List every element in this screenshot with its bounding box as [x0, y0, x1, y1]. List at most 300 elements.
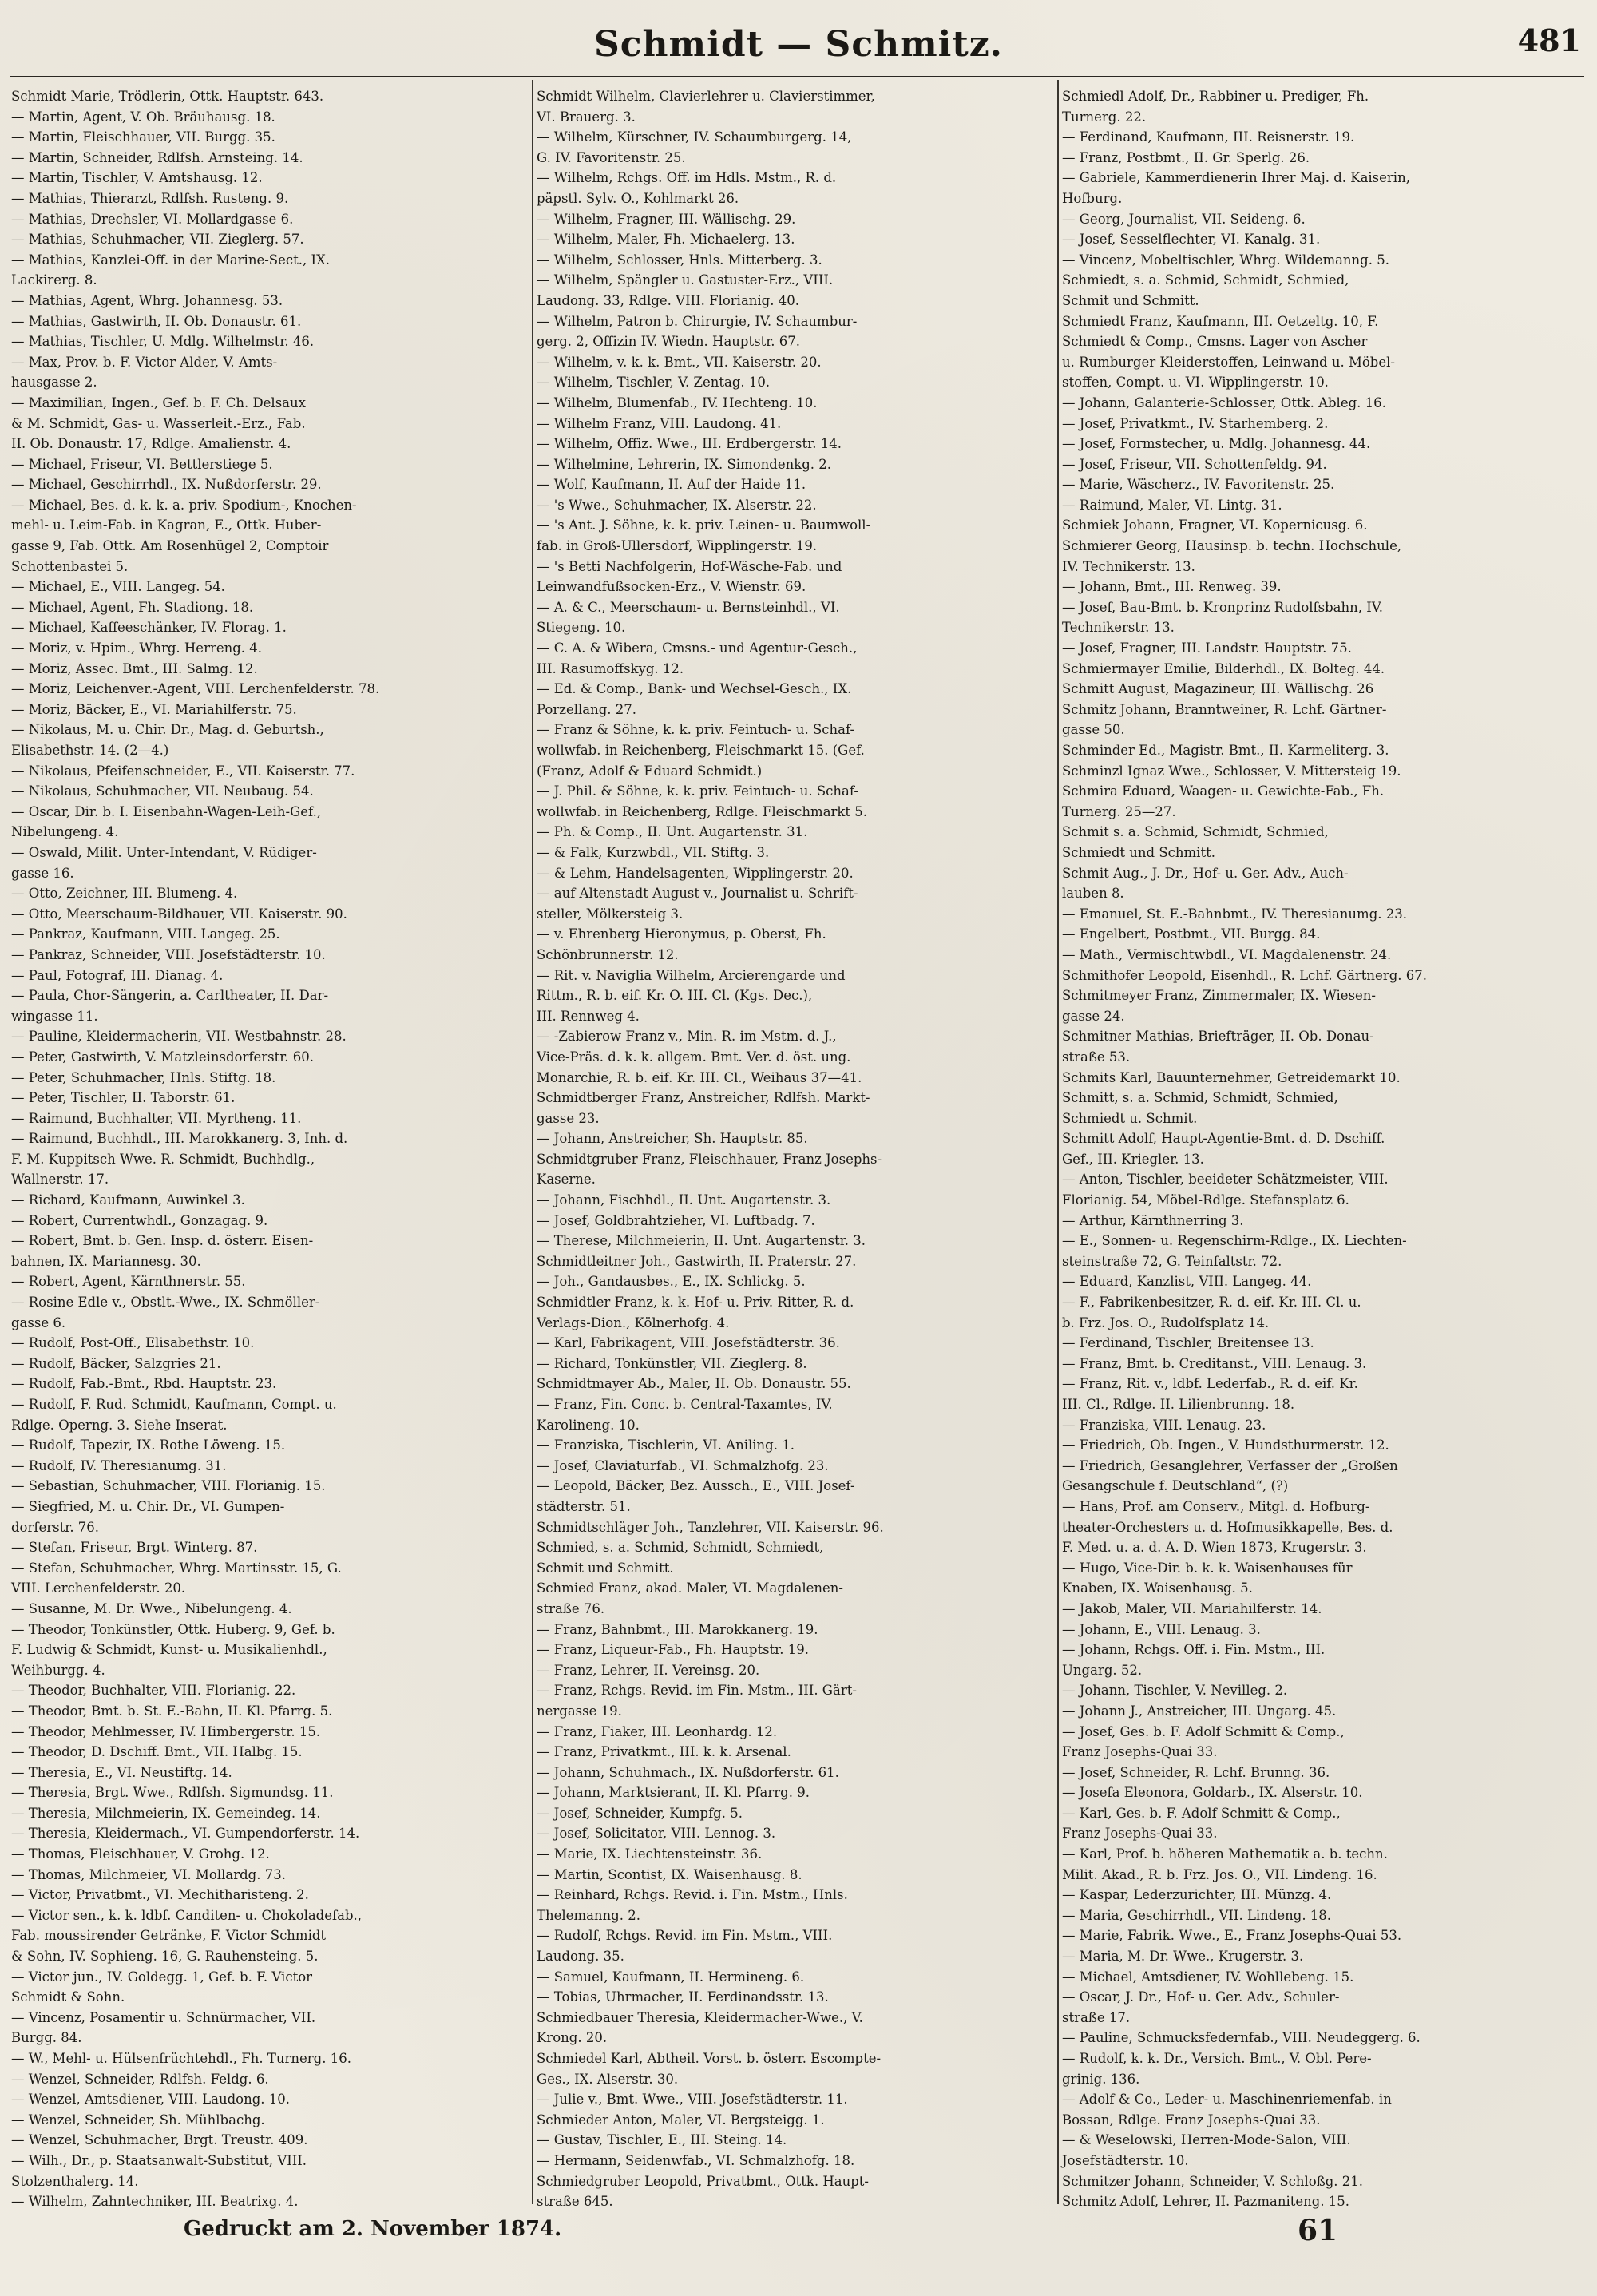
- directory-entry: — Rit. v. Naviglia Wilhelm, Arcierengarde und: [537, 967, 846, 983]
- directory-entry: — Franz, Rchgs. Revid. im Fin. Mstm., III. Gärt-: [537, 1683, 857, 1699]
- directory-entry: — Theresia, E., VI. Neustiftg. 14.: [11, 1764, 232, 1780]
- directory-entry: — Eduard, Kanzlist, VIII. Langeg. 44.: [1062, 1274, 1312, 1290]
- directory-entry: Technikerstr. 13.: [1062, 620, 1175, 636]
- directory-entry: Schmidtmayer Ab., Maler, II. Ob. Donaustr. 55.: [537, 1376, 851, 1392]
- directory-entry: stoffen, Compt. u. VI. Wipplingerstr. 10.: [1062, 375, 1329, 391]
- directory-entry: — Marie, IX. Liechtensteinstr. 36.: [537, 1846, 763, 1862]
- directory-entry: — Oscar, J. Dr., Hof- u. Ger. Adv., Schuler-: [1062, 1989, 1340, 2005]
- directory-entry: — Friedrich, Ob. Ingen., V. Hundsthurmerstr. 12.: [1062, 1437, 1389, 1453]
- directory-entry: — Marie, Fabrik. Wwe., E., Franz Josephs-Quai 53.: [1062, 1928, 1402, 1944]
- directory-entry: Thelemanng. 2.: [537, 1907, 640, 1923]
- directory-entry: — Victor jun., IV. Goldegg. 1, Gef. b. F. Victor: [11, 1969, 313, 1985]
- directory-entry: — Maximilian, Ingen., Gef. b. F. Ch. Delsaux: [11, 395, 306, 410]
- directory-entry: — Raimund, Buchhalter, VII. Myrtheng. 11.: [11, 1110, 302, 1126]
- directory-entry: — Josef, Fragner, III. Landstr. Hauptstr. 75.: [1062, 640, 1352, 656]
- directory-entry: — Johann, E., VIII. Lenaug. 3.: [1062, 1621, 1261, 1637]
- directory-entry: Leinwandfußsocken-Erz., V. Wienstr. 69.: [537, 579, 806, 595]
- directory-entry: Burgg. 84.: [11, 2030, 82, 2046]
- directory-entry: — 's Wwe., Schuhmacher, IX. Alserstr. 22.: [537, 497, 817, 513]
- directory-entry: Elisabethstr. 14. (2—4.): [11, 743, 169, 758]
- directory-entry: Schmiedt u. Schmit.: [1062, 1110, 1198, 1126]
- directory-entry: — Michael, Bes. d. k. k. a. priv. Spodium-, Knochen-: [11, 497, 357, 513]
- directory-entry: — Hans, Prof. am Conserv., Mitgl. d. Hofburg-: [1062, 1498, 1370, 1514]
- directory-entry: gasse 16.: [11, 865, 74, 881]
- directory-entry: Schmied Franz, akad. Maler, VI. Magdalenen-: [537, 1580, 843, 1596]
- directory-entry: Schmiermayer Emilie, Bilderhdl., IX. Bolteg. 44.: [1062, 660, 1385, 676]
- directory-entry: Schmidtgruber Franz, Fleischhauer, Franz Josephs-: [537, 1151, 882, 1167]
- directory-entry: — Robert, Currentwhdl., Gonzagag. 9.: [11, 1212, 268, 1228]
- directory-entry: — Rudolf, Bäcker, Salzgries 21.: [11, 1355, 221, 1371]
- directory-entry: — Gabriele, Kammerdienerin Ihrer Maj. d. Kaiserin,: [1062, 170, 1410, 186]
- directory-entry: G. IV. Favoritenstr. 25.: [537, 149, 686, 165]
- directory-entry: Schmidt Wilhelm, Clavierlehrer u. Clavierstimmer,: [537, 89, 875, 104]
- directory-entry: — Pankraz, Schneider, VIII. Josefstädterstr. 10.: [11, 946, 326, 962]
- directory-entry: Schmit und Schmitt.: [1062, 292, 1199, 308]
- directory-entry: — Joh., Gandausbes., E., IX. Schlickg. 5.: [537, 1274, 806, 1290]
- directory-entry: Schmitzer Johann, Schneider, V. Schloßg. 21.: [1062, 2173, 1364, 2189]
- directory-entry: F. Ludwig & Schmidt, Kunst- u. Musikalienhdl.,: [11, 1642, 327, 1658]
- directory-entry: — Josef, Solicitator, VIII. Lennog. 3.: [537, 1826, 776, 1842]
- directory-entry: — Theresia, Kleidermach., VI. Gumpendorferstr. 14.: [11, 1826, 360, 1842]
- directory-entry: F. Med. u. a. d. A. D. Wien 1873, Krugerstr. 3.: [1062, 1540, 1367, 1556]
- directory-entry: — & Falk, Kurzwbdl., VII. Stiftg. 3.: [537, 844, 770, 860]
- directory-entry: — Wilhelm, Tischler, V. Zentag. 10.: [537, 375, 771, 391]
- directory-entry: — Thomas, Milchmeier, VI. Mollardg. 73.: [11, 1866, 286, 1882]
- directory-entry: — Franz & Söhne, k. k. priv. Feintuch- u. Schaf-: [537, 722, 855, 738]
- directory-entry: bahnen, IX. Mariannesg. 30.: [11, 1253, 201, 1269]
- directory-entry: — Wilhelm, Offiz. Wwe., III. Erdbergerstr. 14.: [537, 436, 842, 452]
- directory-entry: — Wilhelm Franz, VIII. Laudong. 41.: [537, 415, 782, 431]
- directory-entry: — Theodor, Buchhalter, VIII. Florianig. 22.: [11, 1683, 296, 1699]
- directory-entry: — Martin, Schneider, Rdlfsh. Arnsteing. 14.: [11, 149, 303, 165]
- directory-entry: Schmiedbauer Theresia, Kleidermacher-Wwe., V.: [537, 2009, 863, 2025]
- column-middle: [537, 86, 1060, 2210]
- directory-entry: — Wenzel, Schneider, Sh. Mühlbachg.: [11, 2112, 265, 2127]
- directory-entry: Schönbrunnerstr. 12.: [537, 946, 679, 962]
- directory-entry: — Karl, Fabrikagent, VIII. Josefstädterstr. 36.: [537, 1335, 840, 1351]
- directory-entry: gasse 24.: [1062, 1008, 1125, 1024]
- directory-entry: Laudong. 33, Rdlge. VIII. Florianig. 40.: [537, 292, 799, 308]
- directory-entry: — Otto, Meerschaum-Bildhauer, VII. Kaiserstr. 90.: [11, 906, 347, 922]
- directory-entry: & M. Schmidt, Gas- u. Wasserleit.-Erz., Fab.: [11, 415, 306, 431]
- directory-entry: — Franz, Bmt. b. Creditanst., VIII. Lenaug. 3.: [1062, 1355, 1367, 1371]
- directory-entry: — Josef, Schneider, Kumpfg. 5.: [537, 1805, 743, 1821]
- directory-entry: — Johann, Galanterie-Schlosser, Ottk. Ableg. 16.: [1062, 395, 1386, 410]
- directory-entry: — Wilhelmine, Lehrerin, IX. Simondenkg. 2.: [537, 456, 832, 472]
- directory-entry: — Robert, Agent, Kärnthnerstr. 55.: [11, 1274, 246, 1290]
- directory-entry: — E., Sonnen- u. Regenschirm-Rdlge., IX. Liechten-: [1062, 1233, 1407, 1249]
- directory-entry: Laudong. 35.: [537, 1949, 624, 1965]
- directory-entry: nergasse 19.: [537, 1703, 622, 1719]
- directory-entry: — Franz, Fiaker, III. Leonhardg. 12.: [537, 1723, 778, 1739]
- directory-entry: — Wilhelm, Blumenfab., IV. Hechteng. 10.: [537, 395, 818, 410]
- directory-entry: Weihburgg. 4.: [11, 1662, 105, 1678]
- directory-entry: Schmidtler Franz, k. k. Hof- u. Priv. Ritter, R. d.: [537, 1295, 854, 1311]
- directory-entry: — Johann, Tischler, V. Nevilleg. 2.: [1062, 1683, 1288, 1699]
- directory-entry: — Rudolf, IV. Theresianumg. 31.: [11, 1457, 227, 1473]
- directory-entry: — Franziska, VIII. Lenaug. 23.: [1062, 1417, 1266, 1433]
- directory-entry: — Peter, Gastwirth, V. Matzleinsdorferstr. 60.: [11, 1049, 315, 1065]
- directory-entry: — Thomas, Fleischhauer, V. Grohg. 12.: [11, 1846, 270, 1862]
- directory-entry: — Nikolaus, M. u. Chir. Dr., Mag. d. Geburtsh.,: [11, 722, 324, 738]
- directory-entry: — Wilhelm, Spängler u. Gastuster-Erz., VIII.: [537, 272, 834, 288]
- directory-entry: — Raimund, Maler, VI. Lintg. 31.: [1062, 497, 1282, 513]
- directory-entry: Schminder Ed., Magistr. Bmt., II. Karmeliterg. 3.: [1062, 743, 1389, 758]
- directory-entry: — Ferdinand, Tischler, Breitensee 13.: [1062, 1335, 1314, 1351]
- directory-entry: — Franz, Postbmt., II. Gr. Sperlg. 26.: [1062, 149, 1310, 165]
- directory-entry: — Victor sen., k. k. ldbf. Canditen- u. Chokoladefab.,: [11, 1907, 363, 1923]
- directory-entry: — Martin, Agent, V. Ob. Bräuhausg. 18.: [11, 109, 275, 125]
- directory-entry: — Moriz, Bäcker, E., VI. Mariahilferstr. 75.: [11, 701, 297, 717]
- directory-entry: — Arthur, Kärnthnerring 3.: [1062, 1212, 1244, 1228]
- directory-entry: — Wilh., Dr., p. Staatsanwalt-Substitut, VIII.: [11, 2152, 307, 2168]
- directory-entry: Schmithofer Leopold, Eisenhdl., R. Lchf. Gärtnerg. 67.: [1062, 967, 1428, 983]
- directory-entry: — Karl, Ges. b. F. Adolf Schmitt & Comp.,: [1062, 1805, 1341, 1821]
- directory-entry: — Wenzel, Amtsdiener, VIII. Laudong. 10.: [11, 2092, 290, 2108]
- directory-entry: — Engelbert, Postbmt., VII. Burgg. 84.: [1062, 926, 1321, 942]
- directory-entry: — Julie v., Bmt. Wwe., VIII. Josefstädterstr. 11.: [537, 2092, 848, 2108]
- directory-entry: — Josef, Goldbrahtzieher, VI. Luftbadg. 7.: [537, 1212, 815, 1228]
- directory-entry: F. M. Kuppitsch Wwe. R. Schmidt, Buchhdlg.,: [11, 1151, 315, 1167]
- directory-entry: Lackirerg. 8.: [11, 272, 97, 288]
- directory-entry: Franz Josephs-Quai 33.: [1062, 1826, 1218, 1842]
- directory-entry: Turnerg. 22.: [1062, 109, 1147, 125]
- directory-entry: b. Frz. Jos. O., Rudolfsplatz 14.: [1062, 1315, 1270, 1330]
- directory-entry: — Siegfried, M. u. Chir. Dr., VI. Gumpen-: [11, 1498, 285, 1514]
- directory-entry: — Johann, Marktsierant, II. Kl. Pfarrg. 9.: [537, 1785, 810, 1801]
- directory-entry: — Mathias, Thierarzt, Rdlfsh. Rusteng. 9.: [11, 190, 289, 206]
- directory-entry: Franz Josephs-Quai 33.: [1062, 1744, 1218, 1760]
- directory-entry: — Josef, Ges. b. F. Adolf Schmitt & Comp.,: [1062, 1723, 1345, 1739]
- directory-entry: — Wilhelm, v. k. k. Bmt., VII. Kaiserstr. 20.: [537, 354, 822, 370]
- directory-entry: Wallnerstr. 17.: [11, 1172, 109, 1188]
- directory-entry: — Hugo, Vice-Dir. b. k. k. Waisenhauses für: [1062, 1560, 1353, 1576]
- directory-entry: Schmit und Schmitt.: [537, 1560, 674, 1576]
- directory-entry: — Robert, Bmt. b. Gen. Insp. d. österr. Eisen-: [11, 1233, 314, 1249]
- directory-entry: Schmitner Mathias, Briefträger, II. Ob. Donau-: [1062, 1029, 1374, 1045]
- directory-entry: III. Rasumoffskyg. 12.: [537, 660, 684, 676]
- directory-entry: Schmit s. a. Schmid, Schmidt, Schmied,: [1062, 824, 1329, 840]
- directory-entry: Gesangschule f. Deutschland“, (?): [1062, 1478, 1289, 1494]
- directory-entry: — Moriz, Leichenver.-Agent, VIII. Lerchenfelderstr. 78.: [11, 681, 380, 697]
- directory-entry: — Marie, Wäscherz., IV. Favoritenstr. 25.: [1062, 477, 1335, 493]
- directory-entry: Bossan, Rdlge. Franz Josephs-Quai 33.: [1062, 2112, 1321, 2127]
- directory-entry: Schmira Eduard, Waagen- u. Gewichte-Fab., Fh.: [1062, 783, 1385, 799]
- directory-entry: gasse 23.: [537, 1110, 600, 1126]
- directory-entry: — auf Altenstadt August v., Journalist u. Schrift-: [537, 886, 858, 902]
- directory-entry: Schmieder Anton, Maler, VI. Bergsteigg. 1.: [537, 2112, 825, 2127]
- directory-entry: — Maria, M. Dr. Wwe., Krugerstr. 3.: [1062, 1949, 1304, 1965]
- page-number: 481: [1517, 22, 1581, 58]
- directory-entry: — Josef, Sesselflechter, VI. Kanalg. 31.: [1062, 232, 1321, 248]
- directory-entry: — Pankraz, Kaufmann, VIII. Langeg. 25.: [11, 926, 280, 942]
- directory-entry: Schmidtberger Franz, Anstreicher, Rdlfsh. Markt-: [537, 1090, 870, 1106]
- directory-entry: — Otto, Zeichner, III. Blumeng. 4.: [11, 886, 238, 902]
- directory-entry: — Pauline, Kleidermacherin, VII. Westbahnstr. 28.: [11, 1029, 347, 1045]
- directory-entry: — Johann, Anstreicher, Sh. Hauptstr. 85.: [537, 1131, 808, 1147]
- directory-entry: III. Cl., Rdlge. II. Lilienbrunng. 18.: [1062, 1397, 1295, 1412]
- directory-entry: Schmit Aug., J. Dr., Hof- u. Ger. Adv., Auch-: [1062, 865, 1349, 881]
- directory-entry: — 's Ant. J. Söhne, k. k. priv. Leinen- u. Baumwoll-: [537, 517, 871, 533]
- directory-entry: Schmidt Marie, Trödlerin, Ottk. Hauptstr. 643.: [11, 89, 324, 104]
- directory-entry: — Mathias, Schuhmacher, VII. Zieglerg. 57.: [11, 232, 304, 248]
- directory-entry: — Peter, Tischler, II. Taborstr. 61.: [11, 1090, 236, 1106]
- directory-entry: II. Ob. Donaustr. 17, Rdlge. Amalienstr. 4.: [11, 436, 291, 452]
- directory-entry: — Sebastian, Schuhmacher, VIII. Florianig. 15.: [11, 1478, 326, 1494]
- directory-entry: — Mathias, Tischler, U. Mdlg. Wilhelmstr. 46.: [11, 334, 315, 350]
- directory-entry: IV. Technikerstr. 13.: [1062, 558, 1195, 574]
- directory-entry: theater-Orchesters u. d. Hofmusikkapelle, Bes. d.: [1062, 1519, 1393, 1535]
- directory-entry: — Rudolf, Rchgs. Revid. im Fin. Mstm., VIII.: [537, 1928, 833, 1944]
- directory-entry: Schmiedgruber Leopold, Privatbmt., Ottk. Haupt-: [537, 2173, 869, 2189]
- directory-entry: — Franz, Rit. v., ldbf. Lederfab., R. d. eif. Kr.: [1062, 1376, 1358, 1392]
- directory-entry: Kaserne.: [537, 1172, 596, 1188]
- directory-entry: Rittm., R. b. eif. Kr. O. III. Cl. (Kgs. Dec.),: [537, 988, 813, 1004]
- directory-entry: — Math., Vermischtwbdl., VI. Magdalenenstr. 24.: [1062, 946, 1392, 962]
- directory-entry: — Samuel, Kaufmann, II. Hermineng. 6.: [537, 1969, 805, 1985]
- directory-entry: — Anton, Tischler, beeideter Schätzmeister, VIII.: [1062, 1172, 1389, 1188]
- signature-number: 61: [1298, 2214, 1338, 2247]
- column-right: [1062, 86, 1586, 2210]
- directory-entry: Verlags-Dion., Kölnerhofg. 4.: [537, 1315, 730, 1330]
- directory-entry: Schmitmeyer Franz, Zimmermaler, IX. Wiesen-: [1062, 988, 1377, 1004]
- directory-entry: dorferstr. 76.: [11, 1519, 100, 1535]
- directory-entry: Schminzl Ignaz Wwe., Schlosser, V. Mittersteig 19.: [1062, 763, 1401, 779]
- directory-entry: Schmied, s. a. Schmid, Schmidt, Schmiedt,: [537, 1540, 824, 1556]
- directory-entry: Monarchie, R. b. eif. Kr. III. Cl., Weihaus 37—41.: [537, 1069, 862, 1085]
- directory-entry: — C. A. & Wibera, Cmsns.- und Agentur-Gesch.,: [537, 640, 858, 656]
- directory-entry: — Gustav, Tischler, E., III. Steing. 14.: [537, 2132, 787, 2148]
- directory-entry: Schmiek Johann, Fragner, VI. Kopernicusg. 6.: [1062, 517, 1368, 533]
- directory-entry: — Mathias, Kanzlei-Off. in der Marine-Sect., IX.: [11, 252, 330, 268]
- directory-entry: VIII. Lerchenfelderstr. 20.: [11, 1580, 186, 1596]
- directory-entry: — Johann, Fischhdl., II. Unt. Augartenstr. 3.: [537, 1192, 831, 1208]
- directory-entry: Turnerg. 25—27.: [1062, 803, 1176, 819]
- directory-entry: — Josef, Bau-Bmt. b. Kronprinz Rudolfsbahn, IV.: [1062, 599, 1384, 615]
- directory-entry: — Theodor, D. Dschiff. Bmt., VII. Halbg. 15.: [11, 1744, 303, 1760]
- directory-entry: — Josef, Friseur, VII. Schottenfeldg. 94.: [1062, 456, 1327, 472]
- directory-entry: hausgasse 2.: [11, 375, 97, 391]
- directory-entry: Schmidtschläger Joh., Tanzlehrer, VII. Kaiserstr. 96.: [537, 1519, 884, 1535]
- directory-entry: — Josef, Claviaturfab., VI. Schmalzhofg. 23.: [537, 1457, 829, 1473]
- directory-entry: — Johann, Bmt., III. Renweg. 39.: [1062, 579, 1282, 595]
- directory-entry: u. Rumburger Kleiderstoffen, Leinwand u. Möbel-: [1062, 354, 1395, 370]
- directory-entry: — Reinhard, Rchgs. Revid. i. Fin. Mstm., Hnls.: [537, 1887, 848, 1903]
- directory-entry: wingasse 11.: [11, 1008, 98, 1024]
- column-left: [11, 86, 535, 2210]
- directory-entry: Schmitt, s. a. Schmid, Schmidt, Schmied,: [1062, 1090, 1338, 1106]
- directory-entry: — Theodor, Bmt. b. St. E.-Bahn, II. Kl. Pfarrg. 5.: [11, 1703, 333, 1719]
- directory-entry: — Karl, Prof. b. höheren Mathematik a. b. techn.: [1062, 1846, 1388, 1862]
- directory-entry: — Max, Prov. b. F. Victor Alder, V. Amts-: [11, 354, 278, 370]
- directory-entry: — Rudolf, k. k. Dr., Versich. Bmt., V. Obl. Pere-: [1062, 2051, 1372, 2066]
- directory-entry: — v. Ehrenberg Hieronymus, p. Oberst, Fh.: [537, 926, 826, 942]
- directory-entry: — Franz, Fin. Conc. b. Central-Taxamtes, IV.: [537, 1397, 833, 1412]
- directory-entry: — Johann, Rchgs. Off. i. Fin. Mstm., III.: [1062, 1642, 1326, 1658]
- directory-entry: — A. & C., Meerschaum- u. Bernsteinhdl., VI.: [537, 599, 840, 615]
- directory-entry: mehl- u. Leim-Fab. in Kagran, E., Ottk. Huber-: [11, 517, 322, 533]
- directory-entry: gasse 9, Fab. Ottk. Am Rosenhügel 2, Comptoir: [11, 538, 329, 554]
- directory-entry: — Susanne, M. Dr. Wwe., Nibelungeng. 4.: [11, 1600, 292, 1616]
- directory-entry: — Victor, Privatbmt., VI. Mechitharisteng. 2.: [11, 1887, 309, 1903]
- directory-entry: Karolineng. 10.: [537, 1417, 640, 1433]
- directory-entry: Fab. moussirender Getränke, F. Victor Schmidt: [11, 1928, 327, 1944]
- directory-entry: Schmitt August, Magazineur, III. Wällischg. 26: [1062, 681, 1374, 697]
- directory-entry: fab. in Groß-Ullersdorf, Wipplingerstr. 19.: [537, 538, 818, 554]
- directory-entry: — Georg, Journalist, VII. Seideng. 6.: [1062, 211, 1306, 227]
- directory-entry: gasse 6.: [11, 1315, 66, 1330]
- directory-entry: — Michael, Kaffeeschänker, IV. Florag. 1.: [11, 620, 287, 636]
- directory-entry: — Rosine Edle v., Obstlt.-Wwe., IX. Schmöller-: [11, 1295, 320, 1311]
- header-divider: [10, 76, 1584, 77]
- directory-entry: — Theodor, Mehlmesser, IV. Himbergerstr. 15.: [11, 1723, 321, 1739]
- directory-entry: Schmiedt und Schmitt.: [1062, 844, 1215, 860]
- directory-entry: — Moriz, Assec. Bmt., III. Salmg. 12.: [11, 660, 258, 676]
- directory-entry: — Johann, Schuhmach., IX. Nußdorferstr. 61.: [537, 1764, 839, 1780]
- directory-entry: — Oscar, Dir. b. I. Eisenbahn-Wagen-Leih-Gef.,: [11, 803, 322, 819]
- directory-entry: — Stefan, Friseur, Brgt. Winterg. 87.: [11, 1540, 258, 1556]
- directory-entry: — Josef, Privatkmt., IV. Starhemberg. 2.: [1062, 415, 1329, 431]
- directory-entry: — Nikolaus, Pfeifenschneider, E., VII. Kaiserstr. 77.: [11, 763, 355, 779]
- directory-entry: Schottenbastei 5.: [11, 558, 129, 574]
- directory-entry: — Kaspar, Lederzurichter, III. Münzg. 4.: [1062, 1887, 1332, 1903]
- directory-entry: — Michael, Agent, Fh. Stadiong. 18.: [11, 599, 254, 615]
- directory-entry: — Tobias, Uhrmacher, II. Ferdinandsstr. 13.: [537, 1989, 829, 2005]
- directory-entry: — Stefan, Schuhmacher, Whrg. Martinsstr. 15, G.: [11, 1560, 342, 1576]
- directory-entry: — Leopold, Bäcker, Bez. Aussch., E., VIII. Josef-: [537, 1478, 855, 1494]
- directory-entry: — Wolf, Kaufmann, II. Auf der Haide 11.: [537, 477, 806, 493]
- directory-entry: Josefstädterstr. 10.: [1062, 2152, 1189, 2168]
- directory-entry: lauben 8.: [1062, 886, 1124, 902]
- directory-entry: — Richard, Kaufmann, Auwinkel 3.: [11, 1192, 245, 1208]
- directory-entry: — Martin, Tischler, V. Amtshausg. 12.: [11, 170, 263, 186]
- directory-entry: — Franz, Privatkmt., III. k. k. Arsenal.: [537, 1744, 791, 1760]
- directory-entry: — Rudolf, Tapezir, IX. Rothe Löweng. 15.: [11, 1437, 286, 1453]
- directory-entry: — Ed. & Comp., Bank- und Wechsel-Gesch., IX.: [537, 681, 852, 697]
- directory-entry: straße 645.: [537, 2194, 613, 2210]
- directory-entry: — Peter, Schuhmacher, Hnls. Stiftg. 18.: [11, 1069, 276, 1085]
- directory-entry: städterstr. 51.: [537, 1498, 631, 1514]
- directory-entry: & Sohn, IV. Sophieng. 16, G. Rauhensteing. 5.: [11, 1949, 319, 1965]
- directory-entry: Stiegeng. 10.: [537, 620, 626, 636]
- directory-entry: — Vincenz, Posamentir u. Schnürmacher, VII.: [11, 2009, 316, 2025]
- directory-entry: — Friedrich, Gesanglehrer, Verfasser der „Großen: [1062, 1457, 1398, 1473]
- directory-entry: Schmiedl Adolf, Dr., Rabbiner u. Prediger, Fh.: [1062, 89, 1369, 104]
- directory-entry: — & Lehm, Handelsagenten, Wipplingerstr. 20.: [537, 865, 854, 881]
- directory-entry: — Franziska, Tischlerin, VI. Aniling. 1.: [537, 1437, 795, 1453]
- directory-entry: — Jakob, Maler, VII. Mariahilferstr. 14.: [1062, 1600, 1322, 1616]
- directory-entry: steinstraße 72, G. Teinfaltstr. 72.: [1062, 1253, 1282, 1269]
- directory-entry: — -Zabierow Franz v., Min. R. im Mstm. d. J.,: [537, 1029, 837, 1045]
- directory-entry: Schmiedt Franz, Kaufmann, III. Oetzeltg. 10, F.: [1062, 313, 1379, 329]
- directory-entry: — Theodor, Tonkünstler, Ottk. Huberg. 9, Gef. b.: [11, 1621, 335, 1637]
- directory-entry: wollwfab. in Reichenberg, Rdlge. Fleischmarkt 5.: [537, 803, 868, 819]
- directory-entry: — Wenzel, Schuhmacher, Brgt. Treustr. 409.: [11, 2132, 308, 2148]
- directory-entry: — J. Phil. & Söhne, k. k. priv. Feintuch- u. Schaf-: [537, 783, 858, 799]
- directory-entry: wollwfab. in Reichenberg, Fleischmarkt 15. (Gef.: [537, 743, 865, 758]
- directory-entry: Rdlge. Operng. 3. Siehe Inserat.: [11, 1417, 228, 1433]
- directory-entry: — Rudolf, F. Rud. Schmidt, Kaufmann, Compt. u.: [11, 1397, 337, 1412]
- directory-entry: — Maria, Geschirrhdl., VII. Lindeng. 18.: [1062, 1907, 1332, 1923]
- directory-entry: — Raimund, Buchhdl., III. Marokkanerg. 3, Inh. d.: [11, 1131, 348, 1147]
- directory-entry: — Wilhelm, Schlosser, Hnls. Mitterberg. 3.: [537, 252, 822, 268]
- directory-entry: gasse 50.: [1062, 722, 1125, 738]
- directory-entry: — Ph. & Comp., II. Unt. Augartenstr. 31.: [537, 824, 808, 840]
- directory-entry: — Paula, Chor-Sängerin, a. Carltheater, II. Dar-: [11, 988, 329, 1004]
- directory-entry: Knaben, IX. Waisenhausg. 5.: [1062, 1580, 1253, 1596]
- directory-entry: Nibelungeng. 4.: [11, 824, 119, 840]
- directory-entry: — Franz, Bahnbmt., III. Marokkanerg. 19.: [537, 1621, 818, 1637]
- directory-entry: Porzellang. 27.: [537, 701, 637, 717]
- directory-entry: — Wilhelm, Maler, Fh. Michaelerg. 13.: [537, 232, 795, 248]
- directory-entry: — 's Betti Nachfolgerin, Hof-Wäsche-Fab. und: [537, 558, 842, 574]
- directory-entry: — Michael, Geschirrhdl., IX. Nußdorferstr. 29.: [11, 477, 322, 493]
- directory-entry: — Michael, Friseur, VI. Bettlerstiege 5.: [11, 456, 273, 472]
- directory-entry: — Paul, Fotograf, III. Dianag. 4.: [11, 967, 224, 983]
- directory-entry: Stolzenthalerg. 14.: [11, 2173, 139, 2189]
- directory-entry: — & Weselowski, Herren-Mode-Salon, VIII.: [1062, 2132, 1351, 2148]
- directory-entry: — Josefa Eleonora, Goldarb., IX. Alserstr. 10.: [1062, 1785, 1363, 1801]
- directory-entry: — Rudolf, Fab.-Bmt., Rbd. Hauptstr. 23.: [11, 1376, 277, 1392]
- directory-entry: — Richard, Tonkünstler, VII. Zieglerg. 8.: [537, 1355, 807, 1371]
- directory-entry: — Martin, Scontist, IX. Waisenhausg. 8.: [537, 1866, 802, 1882]
- directory-entry: Vice-Präs. d. k. k. allgem. Bmt. Ver. d. öst. ung.: [537, 1049, 851, 1065]
- directory-entry: Schmidt & Sohn.: [11, 1989, 125, 2005]
- directory-entry: Schmiedt, s. a. Schmid, Schmidt, Schmied,: [1062, 272, 1349, 288]
- directory-entry: — F., Fabrikenbesitzer, R. d. eif. Kr. III. Cl. u.: [1062, 1295, 1361, 1311]
- print-note: Gedruckt am 2. November 1874.: [184, 2217, 562, 2241]
- directory-entry: — Ferdinand, Kaufmann, III. Reisnerstr. 19.: [1062, 129, 1355, 145]
- directory-entry: — Pauline, Schmucksfedernfab., VIII. Neudeggerg. 6.: [1062, 2030, 1421, 2046]
- directory-entry: — Adolf & Co., Leder- u. Maschinenriemenfab. in: [1062, 2092, 1392, 2108]
- directory-entry: straße 53.: [1062, 1049, 1131, 1065]
- directory-entry: — Rudolf, Post-Off., Elisabethstr. 10.: [11, 1335, 255, 1351]
- directory-entry: — Nikolaus, Schuhmacher, VII. Neubaug. 54.: [11, 783, 314, 799]
- directory-entry: Schmits Karl, Bauunternehmer, Getreidemarkt 10.: [1062, 1069, 1401, 1085]
- directory-entry: Florianig. 54, Möbel-Rdlge. Stefansplatz 6.: [1062, 1192, 1349, 1208]
- directory-entry: Schmidtleitner Joh., Gastwirth, II. Praterstr. 27.: [537, 1253, 857, 1269]
- directory-entry: — Mathias, Drechsler, VI. Mollardgasse 6.: [11, 211, 294, 227]
- directory-entry: (Franz, Adolf & Eduard Schmidt.): [537, 763, 763, 779]
- directory-entry: — Franz, Lehrer, II. Vereinsg. 20.: [537, 1662, 760, 1678]
- directory-entry: — Wenzel, Schneider, Rdlfsh. Feldg. 6.: [11, 2071, 269, 2087]
- directory-entry: — Wilhelm, Patron b. Chirurgie, IV. Schaumbur-: [537, 313, 858, 329]
- page-title: Schmidt — Schmitz.: [593, 24, 1003, 65]
- directory-entry: — Wilhelm, Fragner, III. Wällischg. 29.: [537, 211, 796, 227]
- directory-entry: — Franz, Liqueur-Fab., Fh. Hauptstr. 19.: [537, 1642, 809, 1658]
- directory-entry: — Hermann, Seidenwfab., VI. Schmalzhofg. 18.: [537, 2152, 855, 2168]
- directory-entry: — Wilhelm, Kürschner, IV. Schaumburgerg. 14,: [537, 129, 852, 145]
- directory-entry: grinig. 136.: [1062, 2071, 1140, 2087]
- directory-entry: steller, Mölkersteig 3.: [537, 906, 684, 922]
- directory-entry: Schmiedt & Comp., Cmsns. Lager von Ascher: [1062, 334, 1368, 350]
- directory-entry: — Vincenz, Mobeltischler, Whrg. Wildemanng. 5.: [1062, 252, 1389, 268]
- directory-entry: — Mathias, Gastwirth, II. Ob. Donaustr. 61.: [11, 313, 302, 329]
- directory-entry: — Therese, Milchmeierin, II. Unt. Augartenstr. 3.: [537, 1233, 866, 1249]
- directory-entry: Schmierer Georg, Hausinsp. b. techn. Hochschule,: [1062, 538, 1402, 554]
- directory-entry: — Wilhelm, Rchgs. Off. im Hdls. Mstm., R. d.: [537, 170, 837, 186]
- directory-entry: — Johann J., Anstreicher, III. Ungarg. 45.: [1062, 1703, 1337, 1719]
- directory-entry: — Theresia, Brgt. Wwe., Rdlfsh. Sigmundsg. 11.: [11, 1785, 334, 1801]
- directory-entry: Schmiedel Karl, Abtheil. Vorst. b. österr. Escompte-: [537, 2051, 882, 2066]
- directory-entry: Schmitt Adolf, Haupt-Agentie-Bmt. d. D. Dschiff.: [1062, 1131, 1385, 1147]
- directory-entry: — Josef, Formstecher, u. Mdlg. Johannesg. 44.: [1062, 436, 1371, 452]
- directory-entry: Ungarg. 52.: [1062, 1662, 1143, 1678]
- directory-entry: straße 76.: [537, 1600, 605, 1616]
- directory-entry: päpstl. Sylv. O., Kohlmarkt 26.: [537, 190, 739, 206]
- directory-entry: — Theresia, Milchmeierin, IX. Gemeindeg. 14.: [11, 1805, 321, 1821]
- directory-entry: — Michael, Amtsdiener, IV. Wohllebeng. 15.: [1062, 1969, 1354, 1985]
